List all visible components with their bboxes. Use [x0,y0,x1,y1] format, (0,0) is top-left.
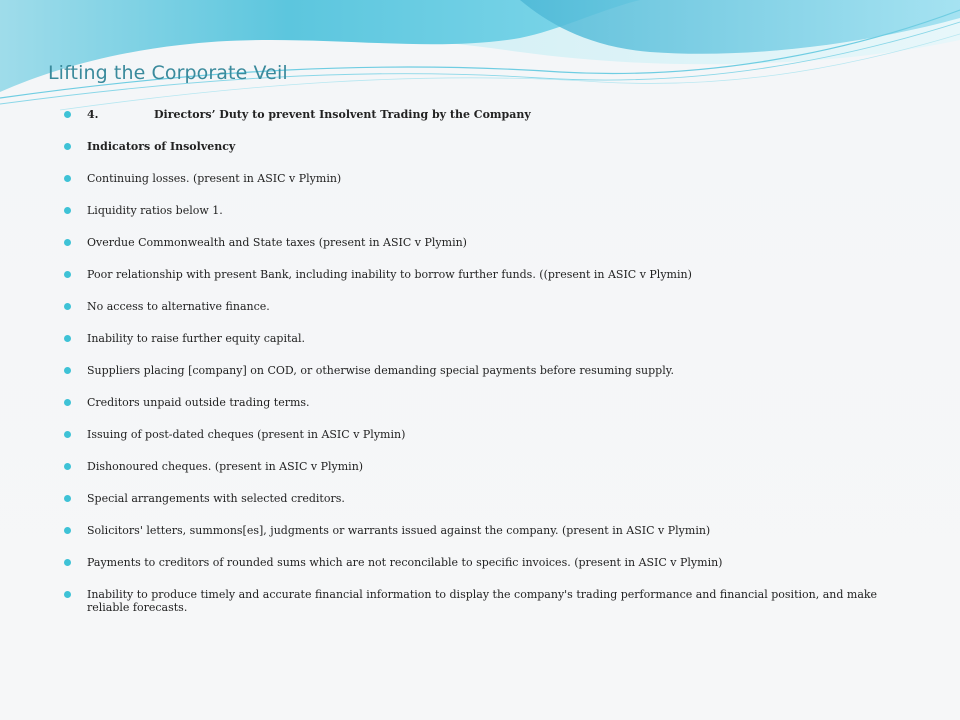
list-item [64,332,894,345]
bullet-dot-icon [64,111,71,118]
bullet-dot-icon [64,591,71,598]
subheading-text: Indicators of Insolvency [87,140,236,153]
list-item [64,524,894,537]
list-item-subheading [64,140,894,153]
list-item [64,556,894,569]
list-item [64,172,894,185]
list-item [64,396,894,409]
list-item-text: Dishonoured cheques. (present in ASIC v Plymin) [87,460,364,473]
list-item-text: Inability to raise further equity capital. [87,332,305,345]
list-item [64,460,894,473]
bullet-dot-icon [64,175,71,182]
bullet-dot-icon [64,207,71,214]
bullet-dot-icon [64,335,71,342]
slide-title: Lifting the Corporate Veil [48,62,288,84]
bullet-dot-icon [64,239,71,246]
list-item [64,204,894,217]
list-item [64,492,894,505]
bullet-dot-icon [64,399,71,406]
bullet-list [64,108,894,633]
list-item-text: Solicitors' letters, summons[es], judgments or warrants issued against the company. (present in ASIC v Plymin) [87,524,711,537]
bullet-dot-icon [64,463,71,470]
list-item-heading [64,108,894,121]
bullet-dot-icon [64,495,71,502]
list-item-text: Special arrangements with selected creditors. [87,492,345,505]
bullet-dot-icon [64,367,71,374]
list-item-text: Continuing losses. (present in ASIC v Plymin) [87,172,342,185]
list-item [64,236,894,249]
list-item-text: Overdue Commonwealth and State taxes (present in ASIC v Plymin) [87,236,467,249]
list-item-text: Liquidity ratios below 1. [87,204,223,217]
list-item [64,428,894,441]
bullet-dot-icon [64,527,71,534]
bullet-dot-icon [64,143,71,150]
heading-text: Directors’ Duty to prevent Insolvent Trading by the Company [154,108,531,121]
list-item-text: Issuing of post-dated cheques (present in ASIC v Plymin) [87,428,406,441]
list-item [64,268,894,281]
list-item [64,364,894,377]
list-item [64,588,894,614]
list-item-text: Poor relationship with present Bank, including inability to borrow further funds. ((present in ASIC v Plymin) [87,268,692,281]
bullet-dot-icon [64,431,71,438]
bullet-dot-icon [64,559,71,566]
bullet-dot-icon [64,271,71,278]
list-item-text: Inability to produce timely and accurate financial information to display the company's trading performance and financial position, and make reliable forecasts. [87,588,878,614]
list-item-text: Payments to creditors of rounded sums which are not reconcilable to specific invoices. (present in ASIC v Plymin) [87,556,723,569]
list-item-text: No access to alternative finance. [87,300,270,313]
heading-number: 4. [87,108,99,121]
list-item [64,300,894,313]
list-item-text: Creditors unpaid outside trading terms. [87,396,310,409]
list-item-text: Suppliers placing [company] on COD, or otherwise demanding special payments before resuming supply. [87,364,674,377]
bullet-dot-icon [64,303,71,310]
